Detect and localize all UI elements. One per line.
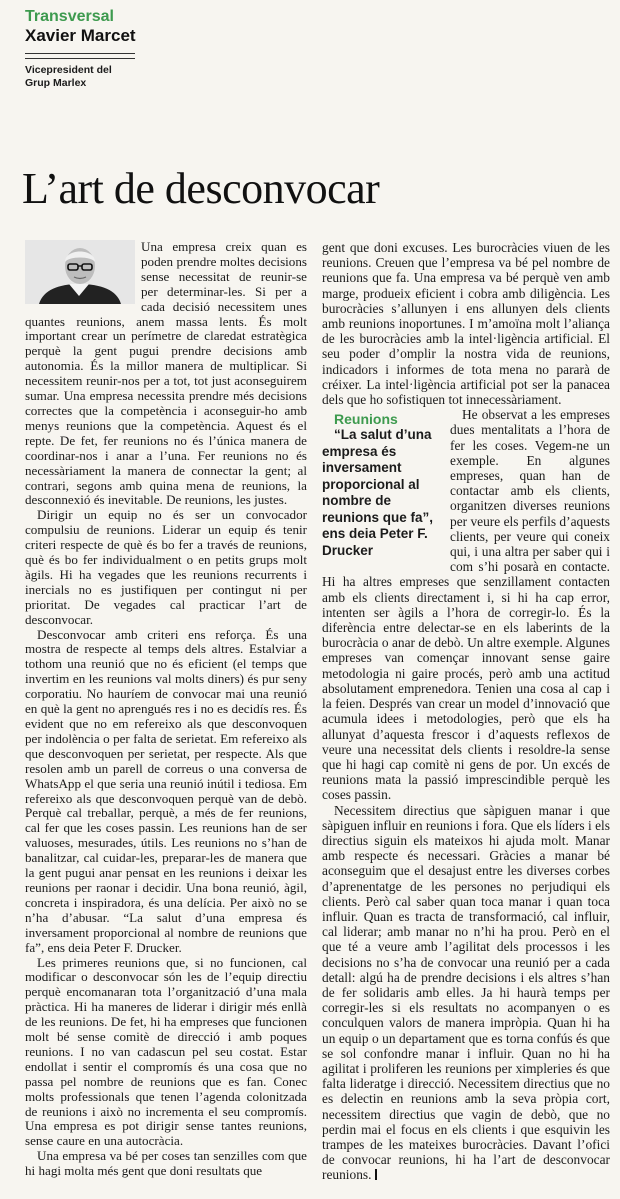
header-divider-bottom — [25, 58, 135, 59]
article-title: L’art de desconvocar — [22, 164, 380, 213]
article-paragraph: Desconvocar amb criteri ens reforça. És una mostra de respecte al temps dels altres. Estalviar a tothom una reunió que no és eficient (el temps que invertim en les reunions val molts diners) és pur seny corporatiu. No hauríem de convocar mai una reunió en què la gent no aprengués res i no es decidís res. És evident que no em refereixo als que desconvoquen per indolència o per falta de serietat. Em refereixo als que desconvoquen per serietat, per respecte. Als que resolen amb un parell de correus o una conversa de WhatsApp el que seria una reunió inútil i tediosa. Em refereixo als que desconvoquen perquè van de debò. Perquè cal treballar, perquè, a més de fer reunions, cal fer que les coses passin. Les reunions han de ser valuoses, mesurades, útils. Les reunions no s’han de banalitzar, cal cuidar-les, preparar-les de manera que la gent pugui anar pensat en les reunions i deixar les reunions per raonar i decidir. Una bona reunió, àgil, concreta i inspiradora, és una delícia. Per això no se n’ha d’abusar. “La salut d’una empresa és inversament proporcional al nombre de reunions que fa”, ens deia Peter F. Drucker. — [25, 626, 307, 955]
header-divider-top — [25, 53, 135, 54]
article-paragraph: Necessitem directius que sàpiguen manar i que sàpiguen influir en reunions i fora. Que els líders i els directius siguin els mateixos hi ajuda molt. Manar amb respecte és necessari. Gràcies a manar bé aconseguim que el desajust entre les diverses corbes d’aprenentatge de les persones no perjudiqui els clients. Però cal saber quan toca manar i quan toca influir. Quan es tracta de transformació, cal influir, cal liderar; amb manar no n’hi ha prou. Però en el que té a veure amb l’agilitat dels processos i les decisions no s’ha de convocar una reunió per a cada detall: algú ha de prendre decisions i els altres s’han de fer solidaris amb elles. Ja hi haurà temps per corregir-les si els resultats no acompanyen o es conculquen valors de manera impròpia. Quan hi ha un equip o un departament que es torna confús és que se sol confondre manar i influir. Quan no hi ha agilitat i proliferen les reunions per ximpleries és que falta lideratge i direcció. Necessitem directius que no es delectin en reunions amb la seva pròpia cort, necessitem directius que vagin de debò, que no perdin mai el focus en els clients i que esquivin les trampes de les mateixes burocràcies. Davant l’ofici de convocar reunions, hi ha l’art de desconvocar reunions. — [322, 802, 610, 1183]
article-paragraph: Una empresa va bé per coses tan senzilles com que hi hagi molta més gent que doni resultats que — [25, 1148, 307, 1179]
pull-quote-text: “La salut d’una empresa és inversament proporcional al nombre de reunions que fa”, ens deia Peter F. Drucker — [322, 427, 434, 558]
article-column-right — [322, 240, 610, 1183]
author-photo — [25, 240, 135, 304]
article-paragraph: Dirigir un equip no és ser un convocador compulsiu de reunions. Liderar un equip és tenir criteri respecte de què és bo fer a través de reunions, què és bo fer individualment o en petits grups molt àgils. Hi ha vegades que les reunions recurrents i inercials no es justifiquen per contingut ni per prioritat. De vegades cal practicar l’art de desconvocar. — [25, 507, 307, 627]
article-column-left — [25, 240, 307, 1179]
article-paragraph: Les primeres reunions que, si no funcionen, cal modificar o desconvocar són les de l’equip directiu perquè encomanaran tota l’organització d’una mala pràctica. Hi ha maneres de liderar i dirigir més enllà de les reunions. De fet, hi ha empreses que funcionen molt bé sense comitè de direcció i amb poques reunions. I no van cadascun pel seu costat. Estar endollat i sentir el compromís és una cosa que no passa pel nombre de reunions que es fan. Conec molts professionals que tenen l’agenda colonitzada de reunions i això no incrementa el seu compromís. Una empresa es pot dirigir sense tantes reunions, sense caure en una autocràcia. — [25, 954, 307, 1149]
pull-quote-label: Reunions — [334, 411, 398, 428]
author-role-line: Grup Marlex — [25, 76, 87, 89]
pull-quote — [322, 411, 440, 559]
article-paragraph: Una empresa creix quan es poden prendre moltes decisions sense necessitat de reunir-se per determinar-les. Si per a cada decisió necessitem unes quantes reunions, anem massa lents. És molt important crear un perímetre de claredat estratègica perquè la gent pugui prendre decisions amb autonomia. És la millor manera de multiplicar. Si necessitem reunir-nos per a tot, tot just aconseguirem sumar. Una empresa necessita prendre més decisions correctes que la competència i aconseguir-ho amb menys reunions que la competència. Aquest és el repte. De fet, fer reunions no és l’única manera de coordinar-nos i anar a l’una. Fer reunions no és necessàriament la manera de connectar la gent; al contrari, segons amb quina mena de reunions, la desconnexió és inevitable. De reunions, les justes. — [25, 239, 307, 508]
author-role-line: Vicepresident del — [25, 64, 112, 76]
article-paragraph: gent que doni excuses. Les burocràcies viuen de les reunions. Creuen que l’empresa va bé pel nombre de reunions que fa. Una empresa va bé perquè ven amb marge, produeix eficient i cobra amb diligència. Les burocràcies s’allunyen i ens allunyen dels clients amb reunions inoportunes. I m’amoïna molt l’aliança de les burocràcies amb la intel·ligència artificial. El seu poder d’omplir la nostra vida de reunions, indicadors i informes de tota mena no pararà de créixer. La intel·ligència artificial pot ser la panacea dels que ho sofistiquen tot innecessàriament. — [322, 240, 610, 408]
author-name: Xavier Marcet — [25, 26, 136, 45]
column-header — [25, 8, 136, 46]
article-paragraph: Reunions “La salut d’una empresa és inversament proporcional al nombre de reunions que fa”, ens deia Peter F. Drucker He observat a les empreses dues mentalitats a l’hora de fer les coses. Vegem-ne un exemple. En algunes empreses, quan han de contactar amb els clients, organitzen diverses reunions per veure els perfils d’aquests clients, per veure qui coneix qui, i una altra per saber qui i com s’hi posarà en contacte. Hi ha altres empreses que senzillament contacten amb els clients directament i, si hi ha cap error, intenten ser àgils a l’hora de corregir-lo. És la diferència entre delectar-se en els laberints de la burocràcia o anar de debò. Un altre exemple. Algunes empreses van començar innovant sense gaire metodologia ni gaire procés, però amb una actitud absolutament emprenedora. Tenien una cosa al cap i la feien. Després van crear un model d’innovació que acumula idees i metodologies, però que els ha allunyat d’aquesta frescor i d’aquests reflexos de veure una necessitat dels clients i resoldre-la sense que hi hagi cap comitè ni gens de por. Un excés de reunions mata la passió imprescindible perquè les coses passin. — [322, 407, 610, 803]
author-role — [25, 64, 145, 89]
section-name[interactable]: Transversal — [25, 8, 114, 25]
end-of-article-mark — [375, 1169, 377, 1180]
